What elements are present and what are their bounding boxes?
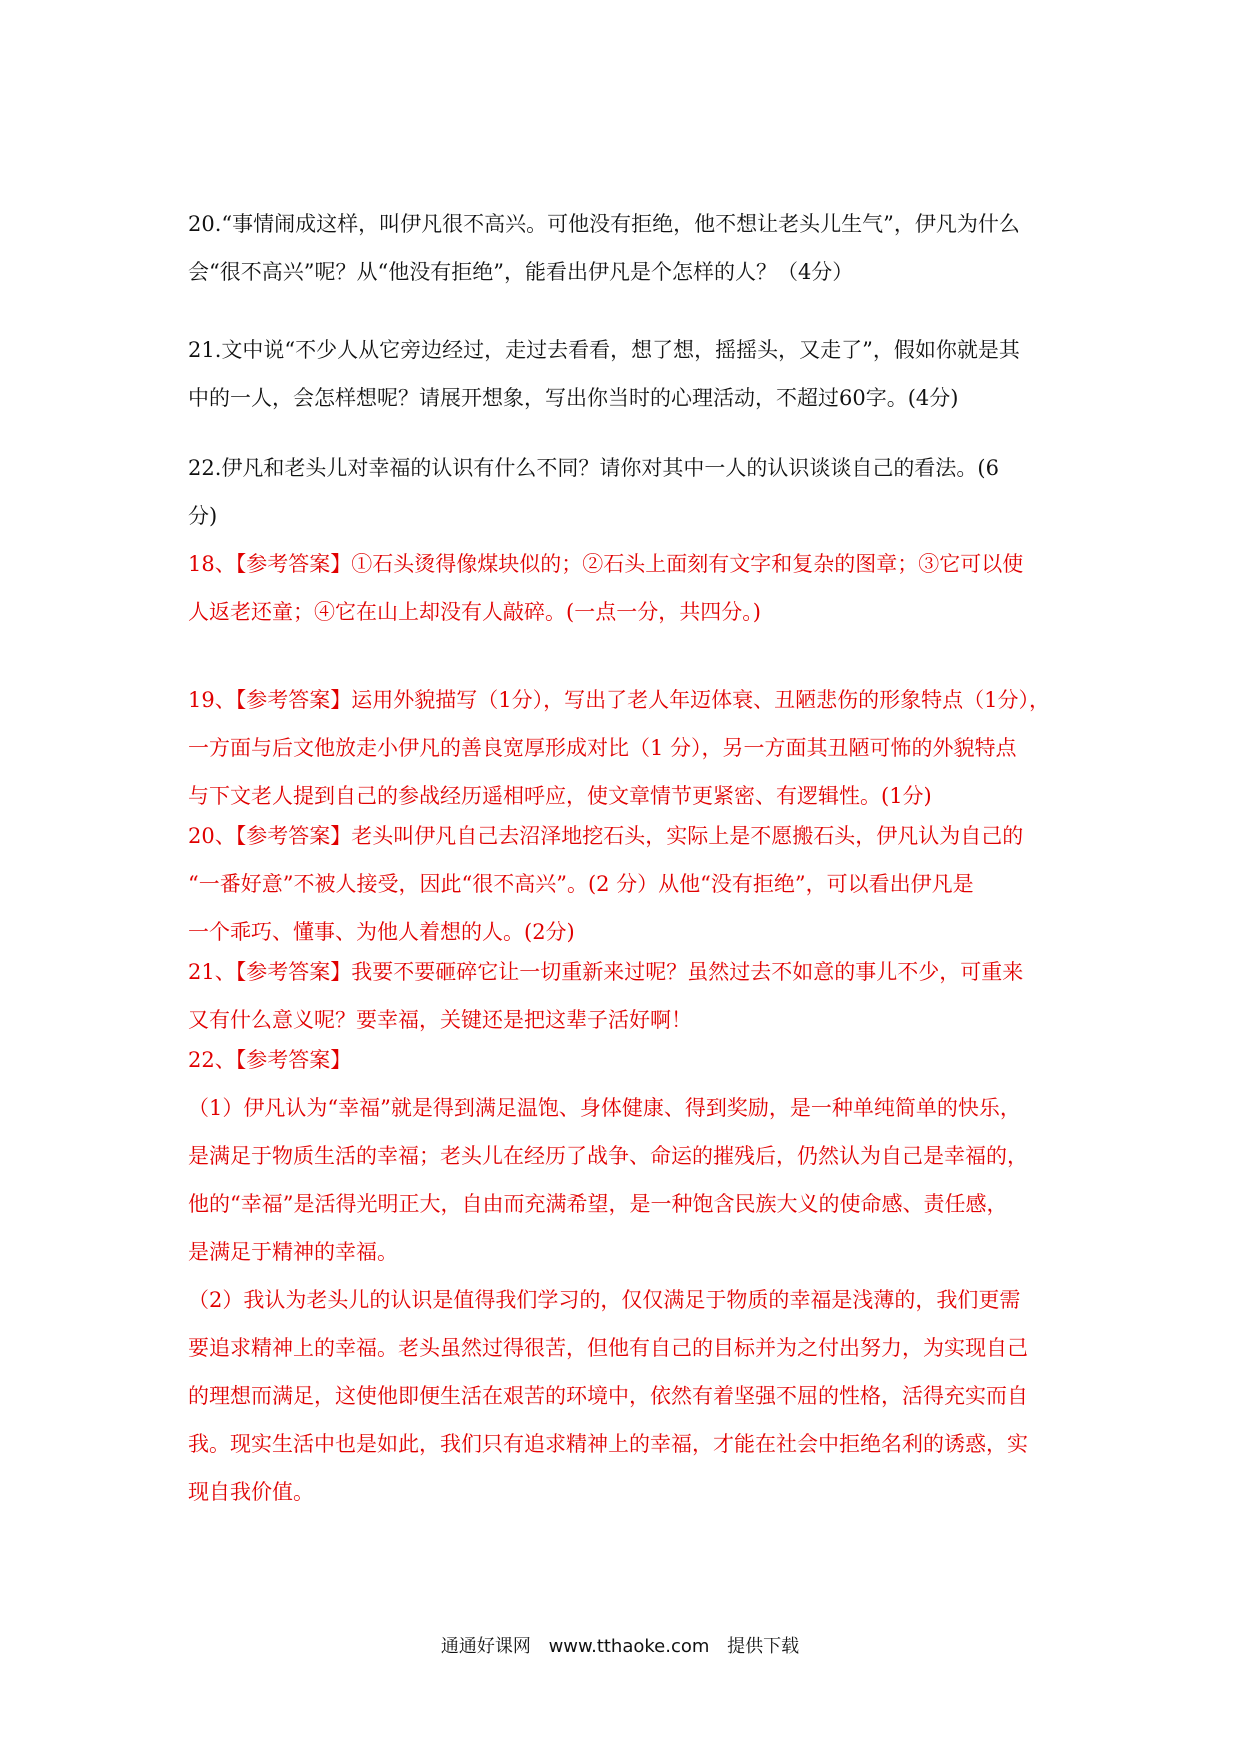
footer-url-link[interactable]: www.tthaoke.com [548,1636,710,1657]
a19-line: 19、【参考答案】运用外貌描写（1分），写出了老人年迈体衰、丑陋悲伤的形象特点（1分）， [188,688,1050,712]
question-22 [188,444,1058,540]
a19-line: 与下文老人提到自己的参战经历遥相呼应，使文章情节更紧密、有逻辑性。(1分) [188,784,932,808]
q20-line: 会“很不高兴”呢？从“他没有拒绝”，能看出伊凡是个怎样的人？（4分） [188,260,854,284]
answer-21 [188,948,1058,1044]
a22-p1-line: （1）伊凡认为“幸福”就是得到满足温饱、身体健康、得到奖励，是一种单纯简单的快乐， [188,1096,1021,1120]
answer-20 [188,812,1058,956]
q21-line: 21.文中说“不少人从它旁边经过，走过去看看，想了想，摇摇头，又走了”，假如你就是其 [188,338,1020,362]
a22-p1-line: 是满足于精神的幸福。 [188,1240,398,1264]
a22-p2-line: （2）我认为老头儿的认识是值得我们学习的，仅仅满足于物质的幸福是浅薄的，我们更需 [188,1288,1021,1312]
answer-22 [188,1036,1058,1516]
page-footer [0,1632,1240,1658]
a20-line: 一个乖巧、懂事、为他人着想的人。(2分) [188,920,575,944]
footer-site-name: 通通好课网 [440,1636,531,1657]
a22-p2-line: 的理想而满足，这使他即便生活在艰苦的环境中，依然有着坚强不屈的性格，活得充实而自 [188,1384,1028,1408]
a22-p1-line: 是满足于物质生活的幸福；老头儿在经历了战争、命运的摧残后，仍然认为自己是幸福的， [188,1144,1028,1168]
a18-line: 18、【参考答案】①石头烫得像煤块似的；②石头上面刻有文字和复杂的图章；③它可以使 [188,552,1024,576]
q20-line: 20.“事情闹成这样，叫伊凡很不高兴。可他没有拒绝，他不想让老头儿生气”，伊凡为什么 [188,212,1020,236]
footer-suffix: 提供下载 [727,1636,800,1657]
a19-line: 一方面与后文他放走小伊凡的善良宽厚形成对比（1 分），另一方面其丑陋可怖的外貌特点 [188,736,1017,760]
a22-p2-line: 要追求精神上的幸福。老头虽然过得很苦，但他有自己的目标并为之付出努力，为实现自己 [188,1336,1028,1360]
a20-line: 20、【参考答案】老头叫伊凡自己去沼泽地挖石头，实际上是不愿搬石头，伊凡认为自己的 [188,824,1024,848]
a22-p2-line: 我。现实生活中也是如此，我们只有追求精神上的幸福，才能在社会中拒绝名利的诱惑，实 [188,1432,1028,1456]
a21-line: 又有什么意义呢？要幸福，关键还是把这辈子活好啊！ [188,1008,692,1032]
a22-p2-line: 现自我价值。 [188,1480,314,1504]
a21-line: 21、【参考答案】我要不要砸碎它让一切重新来过呢？虽然过去不如意的事儿不少，可重来 [188,960,1024,984]
answer-19 [188,676,1058,820]
q22-line: 22.伊凡和老头儿对幸福的认识有什么不同？请你对其中一人的认识谈谈自己的看法。(6 [188,456,999,480]
question-21 [188,326,1058,422]
q21-line: 中的一人，会怎样想呢？请展开想象，写出你当时的心理活动，不超过60字。(4分) [188,386,959,410]
a22-p1-line: 他的“幸福”是活得光明正大，自由而充满希望，是一种饱含民族大义的使命感、责任感， [188,1192,1008,1216]
answer-18 [188,540,1058,636]
q22-line: 分) [188,504,218,528]
a22-heading: 22、【参考答案】 [188,1048,352,1072]
question-20 [188,200,1058,296]
a20-line: “一番好意”不被人接受，因此“很不高兴”。(2 分）从他“没有拒绝”，可以看出伊凡是 [188,872,974,896]
a18-line: 人返老还童；④它在山上却没有人敲碎。(一点一分，共四分。) [188,600,761,624]
